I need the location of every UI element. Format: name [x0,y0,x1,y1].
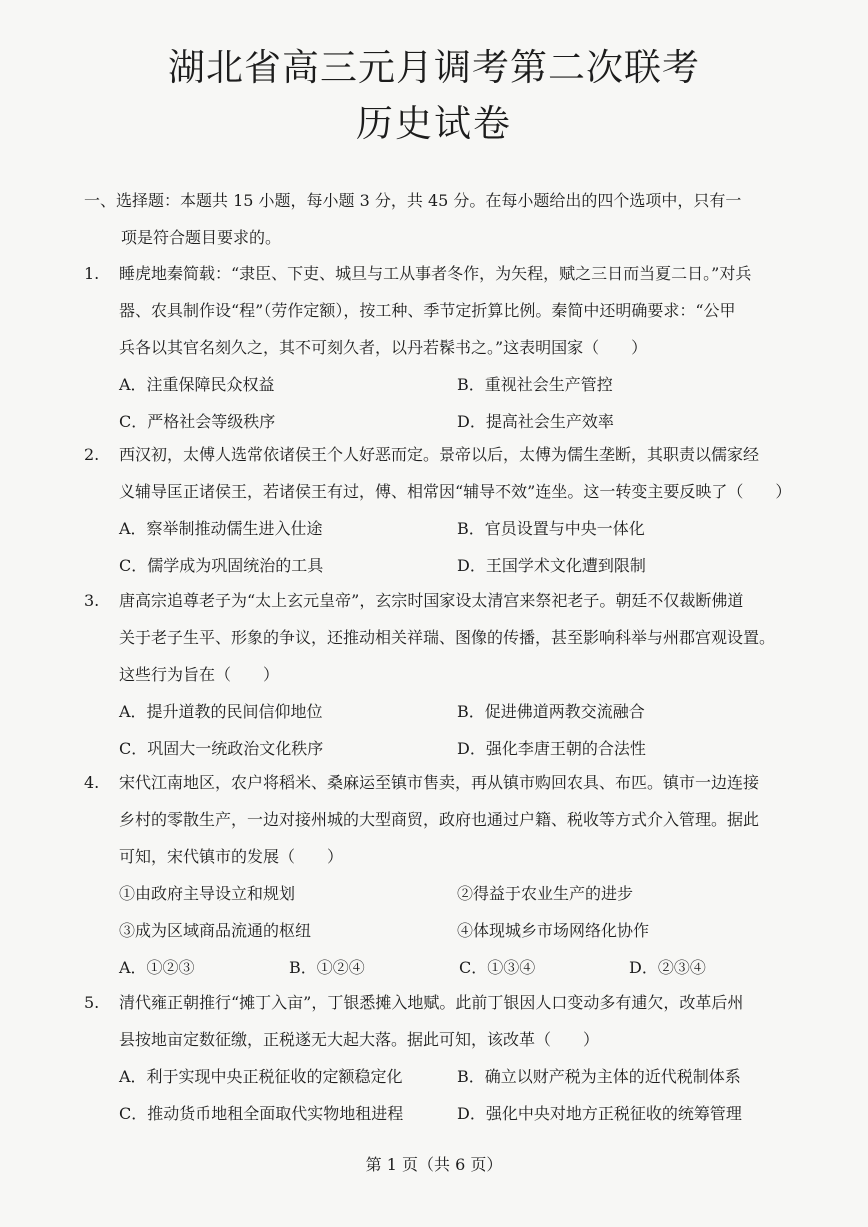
stem-line: 唐高宗追尊老子为“太上玄元皇帝”，玄宗时国家设太清宫来祭祀老子。朝廷不仅裁断佛道 [119,591,744,610]
question-number: 4. [84,773,100,792]
question-stem [84,984,796,1058]
option-c: C．儒学成为巩固统治的工具 [119,556,324,575]
stem-line: 关于老子生平、形象的争议，还推动相关祥瑞、图像的传播，甚至影响科举与州郡宫观设置。 [119,628,776,647]
question-5 [84,984,796,1132]
options [84,366,796,440]
option-a: A．利于实现中央正税征收的定额稳定化 [119,1067,403,1086]
stem-line: 这些行为旨在（ ） [119,665,280,684]
stem-line: 器、农具制作设“程”（劳作定额），按工种、季节定折算比例。秦简中还明确要求：“公甲 [119,301,736,320]
option-d: D．②③④ [629,958,706,977]
option-a: A．提升道教的民间信仰地位 [119,702,323,721]
option-a: A．察举制推动儒生进入仕途 [119,519,323,538]
stem-line: 乡村的零散生产，一边对接州城的大型商贸，政府也通过户籍、税收等方式介入管理。据此 [119,810,760,829]
option-c: C．严格社会等级秩序 [119,412,276,431]
option-c: C．①③④ [459,958,536,977]
stem-line: 清代雍正朝推行“摊丁入亩”，丁银悉摊入地赋。此前丁银因人口变动多有逋欠，改革后州 [119,993,744,1012]
statement-3: ③成为区域商品流通的枢纽 [119,921,312,940]
option-d: D．强化李唐王朝的合法性 [457,739,646,758]
question-number: 5. [84,993,100,1012]
question-stem [84,436,796,510]
question-1 [84,255,796,440]
options [84,693,796,767]
page-number: 第 1 页（共 6 页） [365,1155,503,1174]
exam-subtitle: 历史试卷 [356,102,512,145]
option-d: D．王国学术文化遭到限制 [457,556,646,575]
question-number: 3. [84,591,100,610]
question-number: 1. [84,264,100,283]
statement-1: ①由政府主导设立和规划 [119,884,296,903]
question-stem [84,582,796,693]
option-b: B．确立以财产税为主体的近代税制体系 [457,1067,741,1086]
statement-4: ④体现城乡市场网络化协作 [457,921,650,940]
section-heading [84,182,814,256]
option-a: A．注重保障民众权益 [119,375,275,394]
option-b: B．促进佛道两教交流融合 [457,702,645,721]
option-b: B．①②④ [289,958,365,977]
option-d: D．强化中央对地方正税征收的统筹管理 [457,1104,742,1123]
stem-line: 义辅导匡正诸侯王，若诸侯王有过，傅、相常因“辅导不效”连坐。这一转变主要反映了（ ） [119,482,792,501]
stem-line: 可知，宋代镇市的发展（ ） [119,847,344,866]
options [84,510,796,584]
stem-line: 县按地亩定数征缴，正税遂无大起大落。据此可知，该改革（ ） [119,1030,600,1049]
question-4 [84,764,796,986]
option-b: B．官员设置与中央一体化 [457,519,645,538]
stem-line: 睡虎地秦简载：“隶臣、下吏、城旦与工从事者冬作，为矢程，赋之三日而当夏二日。”对兵 [119,264,752,283]
statement-2: ②得益于农业生产的进步 [457,884,634,903]
option-d: D．提高社会生产效率 [457,412,614,431]
option-b: B．重视社会生产管控 [457,375,613,394]
question-stem [84,255,796,366]
stem-line: 兵各以其官名刻久之，其不可刻久者，以丹若髹书之。”这表明国家（ ） [119,338,648,357]
question-2 [84,436,796,584]
options [84,1058,796,1132]
section-instructions-cont: 项是符合题目要求的。 [121,228,282,247]
question-number: 2. [84,445,100,464]
section-instructions: 一、选择题：本题共 15 小题，每小题 3 分，共 45 分。在每小题给出的四个选项中，只有一 [84,191,742,210]
option-a: A．①②③ [119,958,195,977]
option-c: C．巩固大一统政治文化秩序 [119,739,324,758]
option-c: C．推动货币地租全面取代实物地租进程 [119,1104,404,1123]
options [84,949,796,986]
question-stem [84,764,796,875]
exam-title: 湖北省高三元月调考第二次联考 [168,46,700,89]
stem-line: 宋代江南地区，农户将稻米、桑麻运至镇市售卖，再从镇市购回农具、布匹。镇市一边连接 [119,773,760,792]
question-3 [84,582,796,767]
statements [84,875,796,949]
stem-line: 西汉初，太傅人选常依诸侯王个人好恶而定。景帝以后，太傅为儒生垄断，其职责以儒家经 [119,445,760,464]
